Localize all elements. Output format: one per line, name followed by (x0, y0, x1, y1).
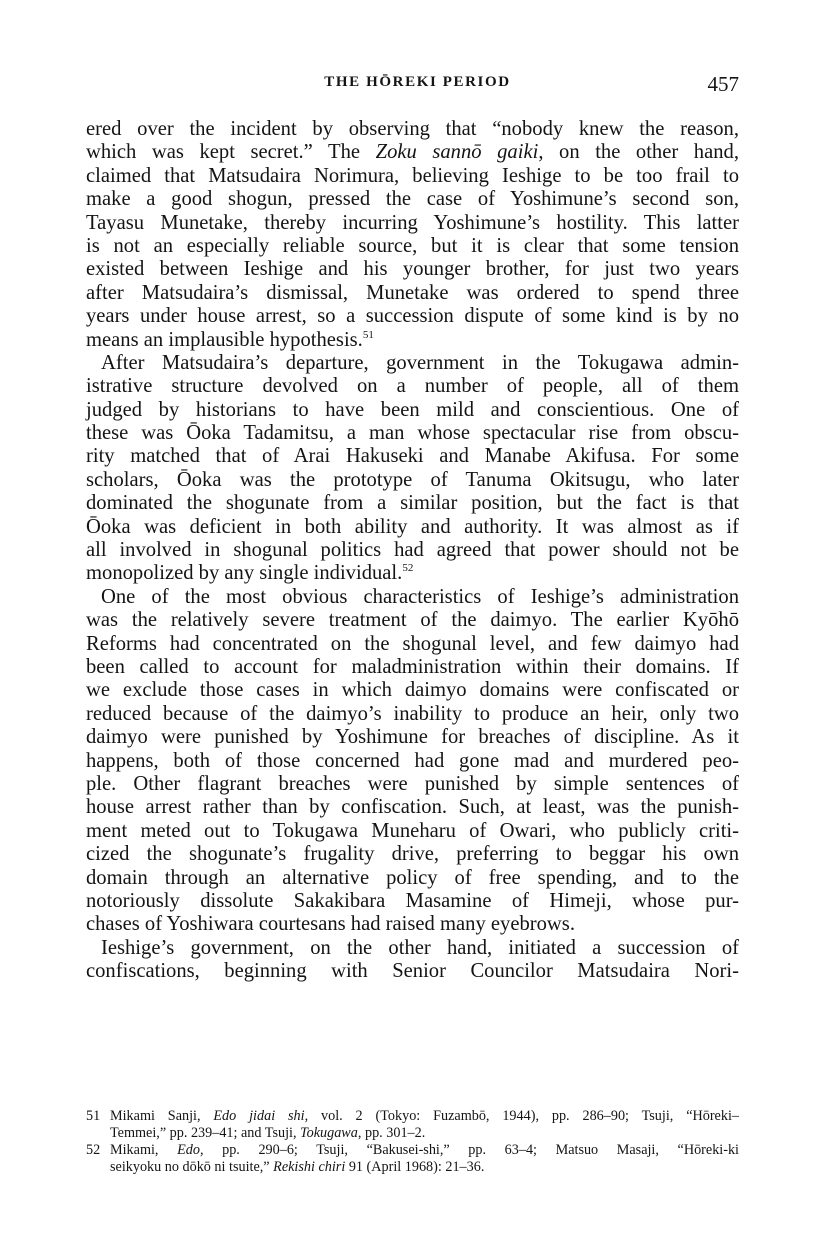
text-line: Ōoka was deficient in both ability and authority. It was almost as if (86, 515, 739, 538)
text-line: domain through an alternative policy of free spending, and to the (86, 866, 739, 889)
footnote-line: seikyoku no dōkō ni tsuite,” Rekishi chiri 91 (April 1968): 21–36. (110, 1159, 485, 1175)
text-line: scholars, Ōoka was the prototype of Tanuma Okitsugu, who later (86, 468, 739, 491)
body-text (86, 118, 739, 983)
text-line: confiscations, beginning with Senior Councilor Matsudaira Nori- (86, 960, 739, 983)
text-line: all involved in shogunal politics had agreed that power should not be (86, 539, 739, 562)
italic-title: Tokugawa (300, 1125, 358, 1141)
text-line: existed between Ieshige and his younger brother, for just two years (86, 258, 739, 281)
text-line: Ieshige’s government, on the other hand, initiated a succession of (101, 936, 739, 959)
footnote-number: 52 (86, 1142, 101, 1158)
text-line: ment meted out to Tokugawa Muneharu of Owari, who publicly criti- (86, 819, 739, 842)
footnote-number: 51 (86, 1108, 101, 1124)
text-line: is not an especially reliable source, but it is clear that some tension (86, 234, 739, 257)
text-line: cized the shogunate’s frugality drive, preferring to beggar his own (86, 843, 739, 866)
paragraph (86, 352, 739, 586)
text-line: daimyo were punished by Yoshimune for breaches of discipline. As it (86, 726, 739, 749)
footnote (86, 1142, 739, 1176)
text-line: chases of Yoshiwara courtesans had raised many eyebrows. (86, 913, 575, 936)
text-line: dominated the shogunate from a similar position, but the fact is that (86, 492, 739, 515)
text-line: make a good shogun, pressed the case of Yoshimune’s second son, (86, 188, 739, 211)
text-line: judged by historians to have been mild and conscientious. One of (86, 398, 739, 421)
footnote-line: Mikami, Edo, pp. 290–6; Tsuji, “Bakusei-shi,” pp. 63–4; Matsuo Masaji, “Hōreki-ki (110, 1142, 739, 1158)
paragraph (86, 586, 739, 937)
text-line: we exclude those cases in which daimyo domains were confiscated or (86, 679, 739, 702)
text-line: istrative structure devolved on a number of people, all of them (86, 375, 739, 398)
footnotes (86, 1108, 739, 1176)
paragraph (86, 118, 739, 352)
italic-title: Rekishi chiri (273, 1159, 346, 1175)
footnote (86, 1108, 739, 1142)
text-line: ered over the incident by observing that “nobody knew the reason, (86, 118, 739, 140)
text-line: monopolized by any single individual.$^{52}$ (86, 562, 414, 585)
text-line: years under house arrest, so a succession dispute of some kind is by no (86, 305, 739, 328)
footnote-reference[interactable]: 51 (362, 328, 374, 341)
paragraph (86, 937, 739, 984)
text-line: been called to account for maladministration within their domains. If (86, 655, 739, 678)
text-line: rity matched that of Arai Hakuseki and Manabe Akifusa. For some (86, 445, 739, 468)
text-line: reduced because of the daimyo’s inability to produce an heir, only two (86, 702, 739, 725)
text-line: was the relatively severe treatment of the daimyo. The earlier Kyōhō (86, 609, 739, 632)
text-line: ple. Other flagrant breaches were punished by simple sentences of (86, 772, 739, 795)
text-line: these was Ōoka Tadamitsu, a man whose spectacular rise from obscu- (86, 422, 739, 445)
text-line: notoriously dissolute Sakakibara Masamine of Himeji, whose pur- (86, 889, 739, 912)
footnote-line: Temmei,” pp. 239–41; and Tsuji, Tokugawa, pp. 301–2. (110, 1125, 426, 1141)
text-line: which was kept secret.” The Zoku sannō gaiki, on the other hand, (86, 141, 739, 164)
text-line: One of the most obvious characteristics of Ieshige’s administration (101, 585, 739, 608)
text-line: house arrest rather than by confiscation. Such, at least, was the punish- (86, 796, 739, 819)
italic-title: Edo (177, 1142, 200, 1158)
italic-title: Edo jidai shi (213, 1108, 305, 1124)
footnote-line: Mikami Sanji, Edo jidai shi, vol. 2 (Tokyo: Fuzambō, 1944), pp. 286–90; Tsuji, “Hōreki– (110, 1108, 739, 1124)
text-line: after Matsudaira’s dismissal, Munetake was ordered to spend three (86, 281, 739, 304)
text-line: claimed that Matsudaira Norimura, believing Ieshige to be too frail to (86, 164, 739, 187)
text-line: means an implausible hypothesis.$^{51}$ (86, 328, 374, 351)
text-line: happens, both of those concerned had gone mad and murdered peo- (86, 749, 739, 772)
footnote-reference[interactable]: 52 (402, 562, 414, 575)
text-line: Reforms had concentrated on the shogunal level, and few daimyo had (86, 632, 739, 655)
page-number: 457 (707, 72, 739, 96)
page-header (86, 72, 739, 100)
text-line: After Matsudaira’s departure, government in the Tokugawa admin- (101, 351, 739, 374)
text-line: Tayasu Munetake, thereby incurring Yoshimune’s hostility. This latter (86, 211, 739, 234)
running-head: THE HŌREKI PERIOD (324, 74, 511, 90)
italic-title: Zoku sannō gaiki (375, 141, 539, 164)
